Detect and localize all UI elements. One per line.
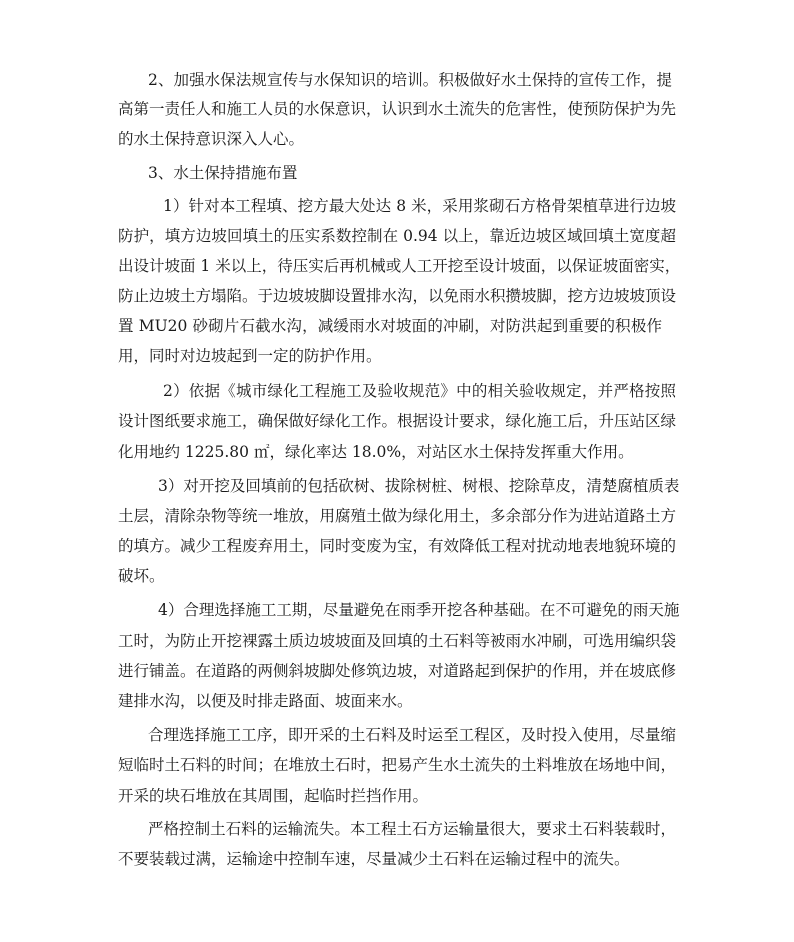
paragraph-3-line-5: 置 MU20 砂砌片石截水沟，减缓雨水对坡面的冲刷，对防洪起到重要的积极作: [118, 317, 662, 335]
paragraph-6-line-3: 进行铺盖。在道路的两侧斜坡脚处修筑边坡，对道路起到保护的作用，并在坡底修: [118, 662, 677, 680]
paragraph-4-line-1: 2）依据《城市绿化工程施工及验收规范》中的相关验收规定，并严格按照: [163, 382, 676, 400]
paragraph-3-line-1: 1）针对本工程填、挖方最大处达 8 米，采用浆砌石方格骨架植草进行边坡: [163, 197, 676, 215]
paragraph-5-line-1: 3）对开挖及回填前的包括砍树、拔除树桩、树根、挖除草皮，清楚腐植质表: [158, 477, 680, 495]
paragraph-1-line-2: 高第一责任人和施工人员的水保意识，认识到水土流失的危害性，使预防保护为先: [118, 100, 677, 118]
paragraph-8-line-1: 严格控制土石料的运输流失。本工程土石方运输量很大，要求土石料装载时，: [148, 820, 676, 838]
paragraph-1-line-3: 的水土保持意识深入人心。: [118, 130, 305, 148]
paragraph-4-line-3: 化用地约 1225.80 ㎡，绿化率达 18.0%，对站区水土保持发挥重大作用。: [118, 443, 634, 461]
paragraph-5-line-4: 破坏。: [118, 567, 165, 585]
paragraph-3-line-6: 用，同时对边坡起到一定的防护作用。: [118, 347, 382, 365]
paragraph-4-line-2: 设计图纸要求施工，确保做好绿化工作。根据设计要求，绿化施工后，升压站区绿: [118, 412, 677, 430]
paragraph-5-line-3: 的填方。减少工程废弃用土，同时变废为宝，有效降低工程对扰动地表地貌环境的: [118, 537, 677, 555]
paragraph-3-line-2: 防护，填方边坡回填土的压实系数控制在 0.94 以上，靠近边坡区域回填土宽度超: [118, 227, 676, 245]
paragraph-7-line-2: 短临时土石料的时间；在堆放土石时，把易产生水土流失的土料堆放在场地中间，: [118, 756, 677, 774]
paragraph-6-line-2: 工时，为防止开挖裸露土质边坡坡面及回填的土石料等被雨水冲刷，可选用编织袋: [118, 632, 677, 650]
paragraph-6-line-1: 4）合理选择施工工期，尽量避免在雨季开挖各种基础。在不可避免的雨天施: [158, 601, 680, 619]
paragraph-6-line-4: 建排水沟，以便及时排走路面、坡面来水。: [118, 692, 413, 710]
paragraph-8-line-2: 不要装载过满，运输途中控制车速，尽量减少土石料在运输过程中的流失。: [118, 850, 630, 868]
paragraph-1-line-1: 2、加强水保法规宣传与水保知识的培训。积极做好水土保持的宣传工作，提: [148, 71, 672, 89]
paragraph-3-line-3: 出设计坡面 1 米以上，待压实后再机械或人工开挖至设计坡面，以保证坡面密实，: [118, 257, 681, 275]
paragraph-7-line-1: 合理选择施工工序，即开采的土石料及时运至工程区，及时投入使用，尽量缩: [148, 726, 676, 744]
paragraph-7-line-3: 开采的块石堆放在其周围，起临时拦挡作用。: [118, 787, 429, 805]
section-heading-measures: 3、水土保持措施布置: [148, 164, 298, 182]
paragraph-3-line-4: 防止边坡土方塌陷。于边坡坡脚设置排水沟，以免雨水积攒坡脚，挖方边坡坡顶设: [118, 287, 677, 305]
paragraph-5-line-2: 土层，清除杂物等统一堆放，用腐殖土做为绿化用土，多余部分作为进站道路土方: [118, 507, 677, 525]
